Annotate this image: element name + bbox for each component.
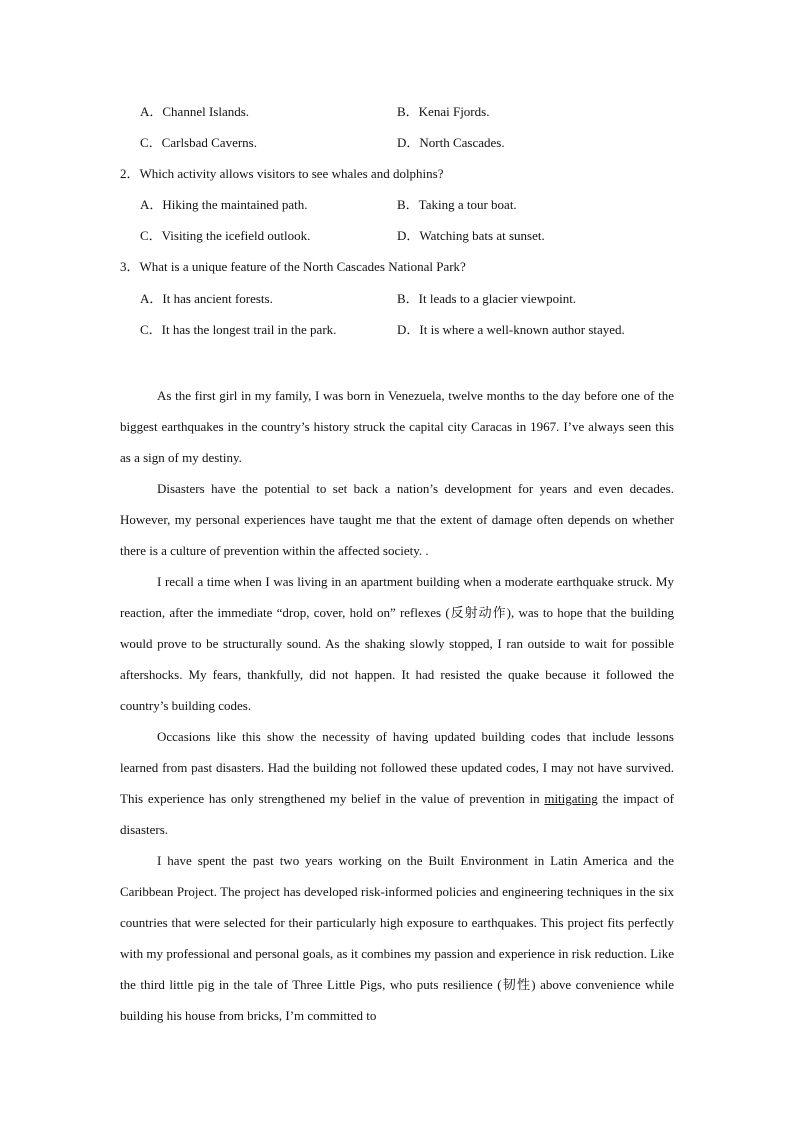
q3-stem: 3．What is a unique feature of the North Cascades National Park? (120, 259, 466, 274)
q1-option-b: B．Kenai Fjords. (397, 104, 490, 119)
q2-option-b: B．Taking a tour boat. (397, 197, 517, 212)
q3-option-a: A．It has ancient forests. (140, 291, 273, 306)
passage-paragraph-4 (120, 721, 674, 845)
passage-paragraph-2: Disasters have the potential to set back a nation’s development for years and even decades. However, my personal experiences have taught me that the extent of damage often depends on whether there is a culture of prevention within the affected society. . (120, 481, 674, 558)
paragraph-4-end: the impact of disasters. (120, 791, 674, 837)
passage-paragraph-3: I recall a time when I was living in an apartment building when a moderate earthquake struck. My reaction, after the immediate “drop, cover, hold on” reflexes (反射动作), was to hope that the building would prove to be structurally sound. As the shaking slowly stopped, I ran outside to wait for possible aftershocks. My fears, thankfully, did not happen. It had resisted the quake because it followed the country’s building codes. (120, 574, 674, 713)
passage-paragraph-1: As the first girl in my family, I was born in Venezuela, twelve months to the day before one of the biggest earthquakes in the country’s history struck the capital city Caracas in 1967. I’ve always seen this as a sign of my destiny. (120, 388, 674, 465)
q2-option-a: A．Hiking the maintained path. (140, 197, 308, 212)
q2-option-c: C．Visiting the icefield outlook. (140, 228, 311, 243)
paragraph-4-text: Occasions like this show the necessity of having updated building codes that include lessons learned from past disasters. Had the building not followed these updated codes, I may not have survived. This experience has only strengthened my belief in the value of prevention in (120, 729, 674, 806)
q3-option-d: D．It is where a well-known author stayed. (397, 322, 625, 337)
underlined-word: mitigating (544, 791, 598, 806)
passage-paragraph-5: I have spent the past two years working on the Built Environment in Latin America and the Caribbean Project. The project has developed risk-informed policies and engineering techniques in the six countries that were selected for their particularly high exposure to earthquakes. This project fits perfectly with my professional and personal goals, as it combines my passion and experience in risk reduction. Like the third little pig in the tale of Three Little Pigs, who puts resilience (韧性) above convenience while building his house from bricks, I’m committed to (120, 853, 674, 1023)
reading-passage (120, 380, 674, 1031)
q1-option-a: A．Channel Islands. (140, 104, 250, 119)
q1-option-d: D．North Cascades. (397, 135, 505, 150)
q1-option-c: C．Carlsbad Caverns. (140, 135, 257, 150)
q2-stem: 2．Which activity allows visitors to see whales and dolphins? (120, 166, 444, 181)
q3-option-c: C．It has the longest trail in the park. (140, 322, 337, 337)
q2-option-d: D．Watching bats at sunset. (397, 228, 545, 243)
q3-option-b: B．It leads to a glacier viewpoint. (397, 291, 577, 306)
